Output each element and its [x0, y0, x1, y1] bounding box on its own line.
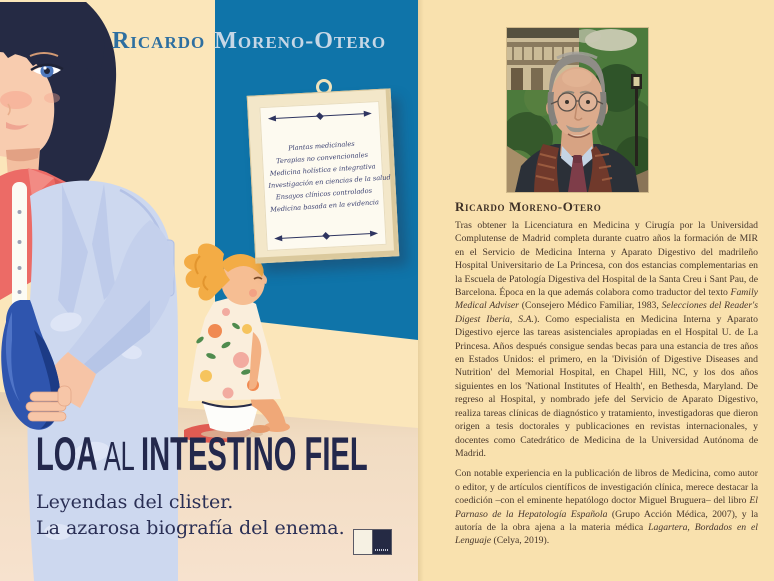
book-title [36, 427, 368, 480]
cover-author-name [90, 28, 408, 55]
title-word: AL [103, 433, 135, 479]
author-bio-flap [418, 0, 774, 581]
cover-author-first: Ricardo [111, 28, 206, 54]
framed-sign [247, 88, 400, 263]
arrow-divider-icon [274, 229, 378, 242]
cover-author-last: Moreno-Otero [214, 28, 387, 54]
author-photo-illustration [507, 28, 648, 192]
book-subtitle-line2: La azarosa biografía del enema. [36, 517, 345, 539]
book-subtitle-line1: Leyendas del clister. [36, 491, 234, 513]
sign-line: Medicina basada en la evidencia [269, 198, 380, 214]
bio-text [455, 219, 758, 555]
title-block [36, 427, 418, 541]
sign-line: Terapias no convencionales [275, 150, 369, 166]
publisher-logo [353, 529, 392, 555]
framed-sign-lines [266, 139, 391, 214]
sign-line: Investigación en ciencias de la salud [268, 173, 391, 190]
author-photo [507, 28, 648, 192]
title-word: LOA [36, 427, 98, 480]
publisher-logo-left [354, 530, 373, 554]
sign-line: Plantas medicinales [287, 139, 355, 153]
bio-paragraph: Tras obtener la Licenciatura en Medicina y Cirugía por la Universidad Complutense de Madrid completa durante cuatro años la formación de MIR en el Servicio de Medicina Interna y Aparato Digestivo del madrileño Hospital Universitario de La Princesa, con dos estancias complementarias en la Escuela de Patología Digestiva del Hospital de la Santa Creu i Sant Pau, de Barcelona. Época en la que además colabora como traductor del texto Family Medical Adviser (Consejero Médico Familiar, 1983, Selecciones del Reader's Digest Iberia, S.A.). Como especialista en Medicina Interna y Aparato Digestivo ejerce las tareas asistenciales apropiadas en el Hospital U. de La Princesa. Años después consigue sendas becas para una estancia de tres años en Estados Unidos: el primero, en la 'División of Digestive Diseases and Nutrition' del Memorial Hospital, en Chapel Hill, NC, y los dos años siguientes en los 'National Institutes of Health', en Bethesda, Maryland. De regreso al Hospital, y nombrado jefe del Servicio de Aparato Digestivo, realiza tareas clínicas de diagnóstico y tratamiento, investigadoras que dieron origen a tesis doctorales y publicaciones en revistas internacionales, y docentes como Catedrático de Medicina de la Universidad Autónoma de Madrid. [455, 220, 758, 459]
bio-paragraph: Con notable experiencia en la publicación de libros de Medicina, como autor o editor, y de artículos científicos de investigación clínica, merece destacar la coedición –con el eminente hepatólogo doctor Miguel Bruguera– del libro El Parnaso de la Hepatología Española (Grupo Acción Médica, 2007), y la autoría de la obra ajena a la materia médica Lagartera, Bordados en el Lenguaje (Celya, 2019). [455, 468, 759, 547]
sign-line: Ensayos clínicos controlados [275, 186, 373, 202]
publisher-logo-right [373, 530, 391, 554]
sign-line: Medicina holística e integrativa [269, 162, 376, 178]
title-word: INTESTINO FIEL [141, 427, 368, 480]
framed-sign-paper [259, 101, 391, 251]
arrow-divider-icon [268, 109, 372, 122]
bio-heading: Ricardo Moreno-Otero [455, 199, 602, 214]
